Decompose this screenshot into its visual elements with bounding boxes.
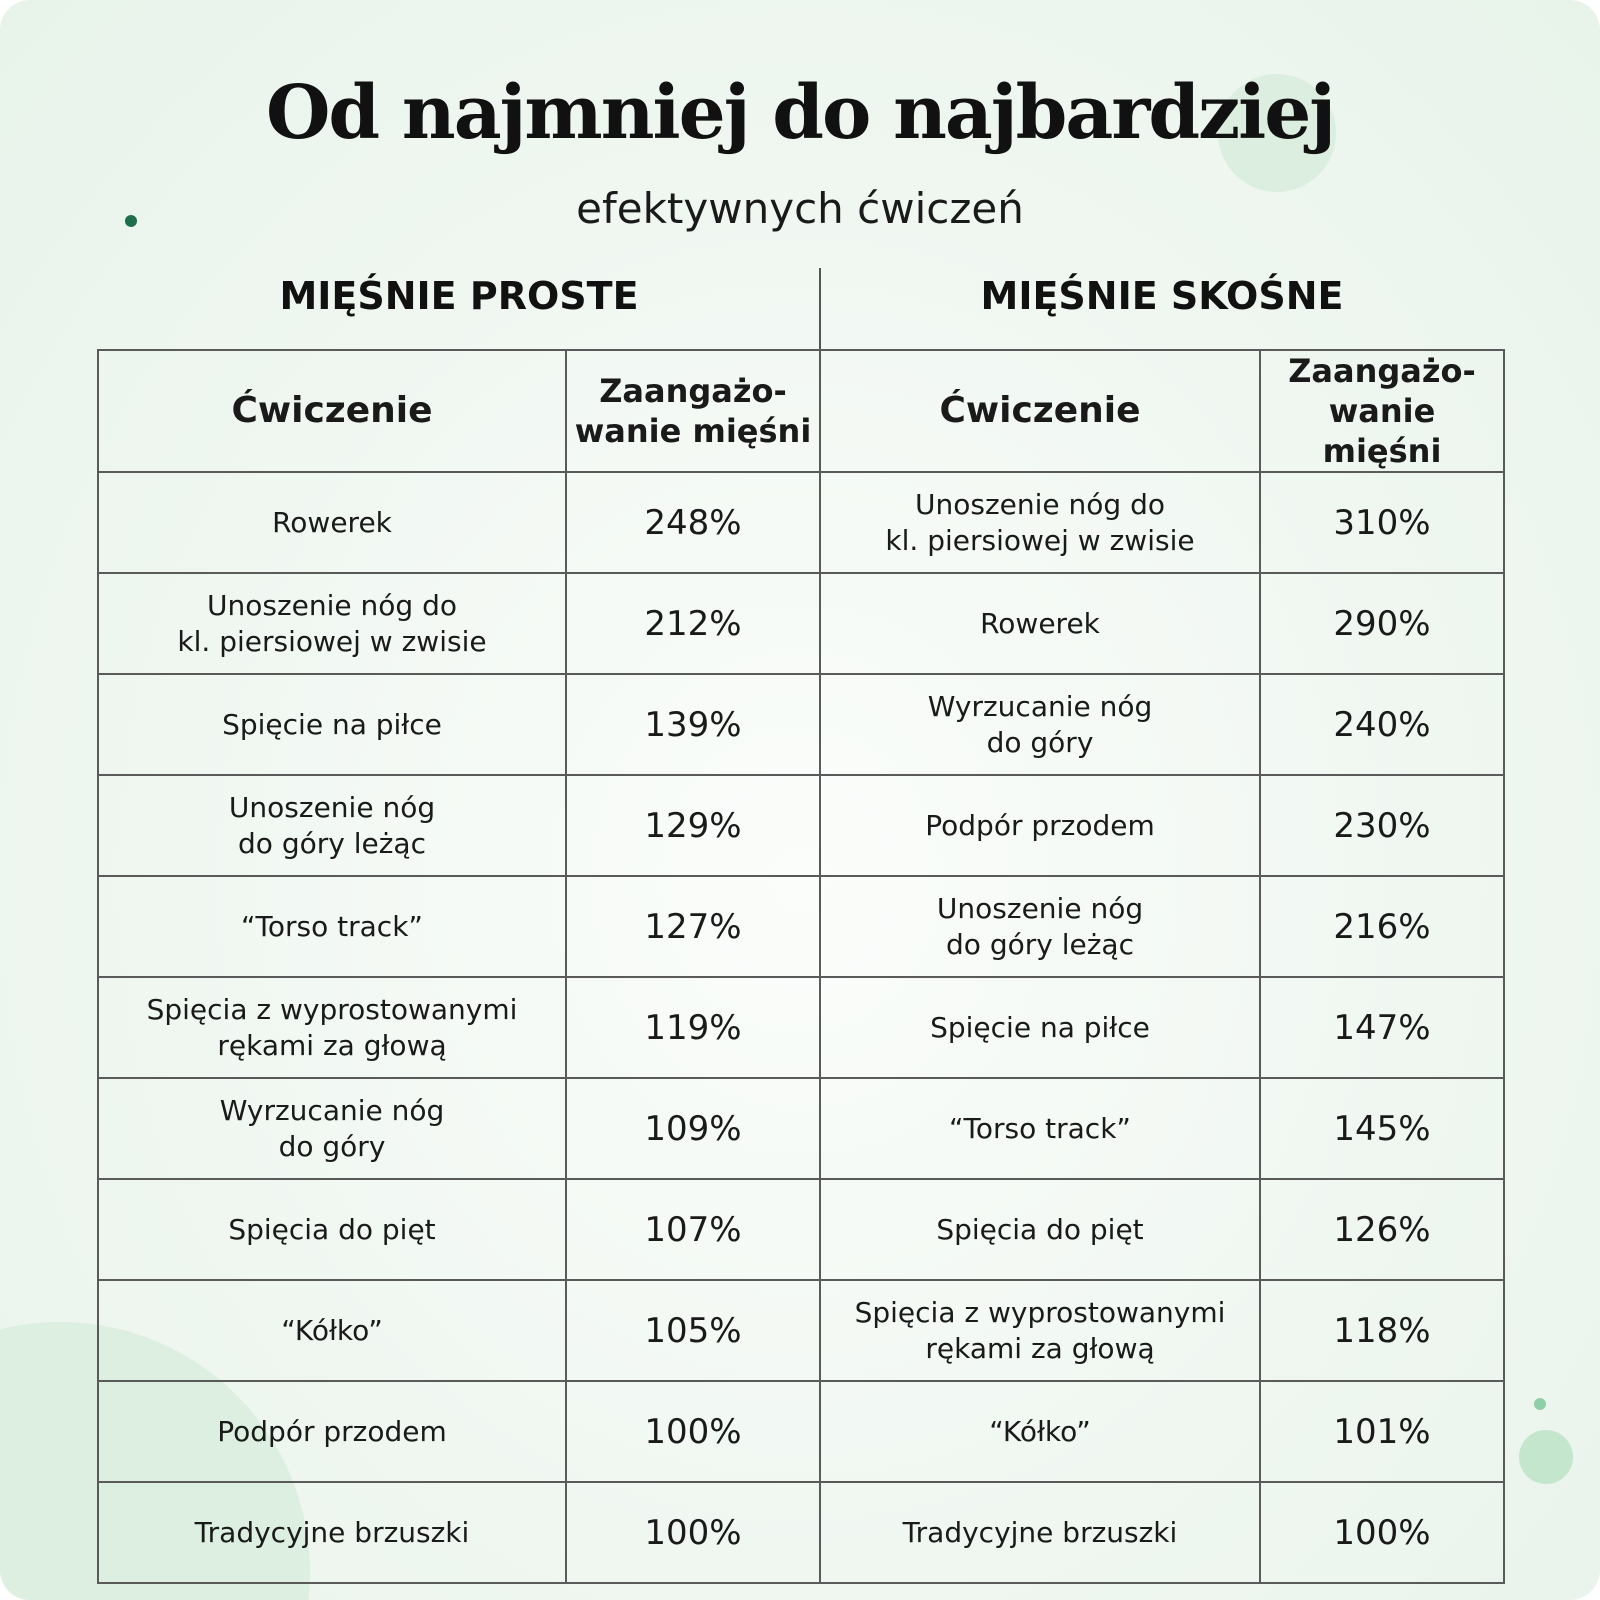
left-engagement-cell: 212% — [566, 573, 820, 674]
left-engagement-cell: 119% — [566, 977, 820, 1078]
right-engagement-cell: 100% — [1260, 1482, 1504, 1583]
section-heading-straight-muscles: MIĘŚNIE PROSTE — [279, 274, 639, 318]
column-header-exercise-right: Ćwiczenie — [820, 350, 1260, 472]
left-exercise-cell: “Kółko” — [98, 1280, 566, 1381]
section-heading-oblique-muscles: MIĘŚNIE SKOŚNE — [980, 274, 1344, 318]
left-exercise-cell: Podpór przodem — [98, 1381, 566, 1482]
right-exercise-cell: Tradycyjne brzuszki — [820, 1482, 1260, 1583]
left-engagement-cell: 248% — [566, 472, 820, 573]
right-engagement-cell: 230% — [1260, 775, 1504, 876]
left-exercise-cell: Tradycyjne brzuszki — [98, 1482, 566, 1583]
left-engagement-cell: 129% — [566, 775, 820, 876]
table-row — [98, 674, 1504, 775]
left-exercise-cell: Wyrzucanie nóg do góry — [98, 1078, 566, 1179]
table-row — [98, 977, 1504, 1078]
page-subtitle: efektywnych ćwiczeń — [576, 184, 1024, 233]
left-engagement-cell: 127% — [566, 876, 820, 977]
table-row — [98, 472, 1504, 573]
left-exercise-cell: Spięcia do pięt — [98, 1179, 566, 1280]
left-engagement-cell: 109% — [566, 1078, 820, 1179]
right-engagement-cell: 126% — [1260, 1179, 1504, 1280]
right-exercise-cell: Spięcia do pięt — [820, 1179, 1260, 1280]
right-exercise-cell: “Kółko” — [820, 1381, 1260, 1482]
page-title: Od najmniej do najbardziej — [265, 70, 1335, 156]
left-exercise-cell: “Torso track” — [98, 876, 566, 977]
table-row — [98, 1078, 1504, 1179]
table-row — [98, 1280, 1504, 1381]
right-exercise-cell: Podpór przodem — [820, 775, 1260, 876]
left-exercise-cell: Rowerek — [98, 472, 566, 573]
table-row — [98, 775, 1504, 876]
exercise-table — [97, 349, 1505, 1584]
right-engagement-cell: 290% — [1260, 573, 1504, 674]
left-engagement-cell: 105% — [566, 1280, 820, 1381]
left-engagement-cell: 107% — [566, 1179, 820, 1280]
table-row — [98, 1179, 1504, 1280]
table-row — [98, 573, 1504, 674]
right-exercise-cell: Rowerek — [820, 573, 1260, 674]
decorative-dot — [1534, 1398, 1546, 1410]
right-engagement-cell: 240% — [1260, 674, 1504, 775]
column-header-exercise-left: Ćwiczenie — [98, 350, 566, 472]
right-engagement-cell: 147% — [1260, 977, 1504, 1078]
right-engagement-cell: 310% — [1260, 472, 1504, 573]
section-divider — [819, 268, 821, 350]
right-exercise-cell: Spięcia z wyprostowanymi rękami za głową — [820, 1280, 1260, 1381]
left-exercise-cell: Unoszenie nóg do góry leżąc — [98, 775, 566, 876]
right-exercise-cell: Wyrzucanie nóg do góry — [820, 674, 1260, 775]
table-row — [98, 1482, 1504, 1583]
right-engagement-cell: 216% — [1260, 876, 1504, 977]
left-exercise-cell: Spięcie na piłce — [98, 674, 566, 775]
table-body — [98, 472, 1504, 1583]
right-exercise-cell: “Torso track” — [820, 1078, 1260, 1179]
table-row — [98, 1381, 1504, 1482]
left-engagement-cell: 100% — [566, 1381, 820, 1482]
right-engagement-cell: 145% — [1260, 1078, 1504, 1179]
left-engagement-cell: 139% — [566, 674, 820, 775]
left-exercise-cell: Unoszenie nóg do kl. piersiowej w zwisie — [98, 573, 566, 674]
right-engagement-cell: 118% — [1260, 1280, 1504, 1381]
right-exercise-cell: Unoszenie nóg do kl. piersiowej w zwisie — [820, 472, 1260, 573]
table-row — [98, 876, 1504, 977]
right-exercise-cell: Unoszenie nóg do góry leżąc — [820, 876, 1260, 977]
table-header-row — [98, 350, 1504, 472]
right-engagement-cell: 101% — [1260, 1381, 1504, 1482]
column-header-engagement-right: Zaangażo- wanie mięśni — [1260, 350, 1504, 472]
left-engagement-cell: 100% — [566, 1482, 820, 1583]
decorative-circle — [1519, 1430, 1573, 1484]
left-exercise-cell: Spięcia z wyprostowanymi rękami za głową — [98, 977, 566, 1078]
right-exercise-cell: Spięcie na piłce — [820, 977, 1260, 1078]
column-header-engagement-left: Zaangażo- wanie mięśni — [566, 350, 820, 472]
